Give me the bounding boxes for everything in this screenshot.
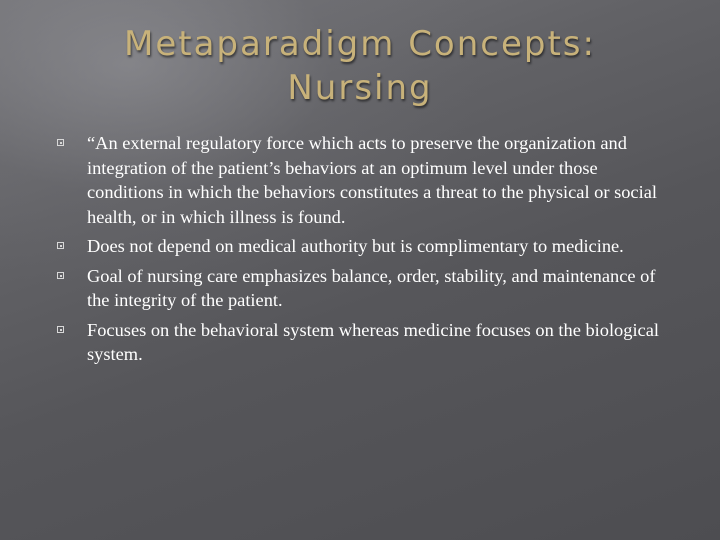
bullet-text: Goal of nursing care emphasizes balance, order, stability, and maintenance of the integrity of the patient.	[87, 265, 656, 310]
bullet-item	[56, 234, 666, 259]
bullet-item	[56, 264, 666, 313]
slide-title-line-2: Nursing	[287, 68, 433, 108]
bullet-list	[56, 131, 666, 372]
bullet-text: Does not depend on medical authority but is complimentary to medicine.	[87, 236, 624, 256]
bullet-text: “An external regulatory force which acts to preserve the organization and integration of the patient’s behaviors at an optimum level under those conditions in which the behaviors constitutes a threat to the physical or social health, or in which illness is found.	[87, 133, 657, 227]
square-bullet-icon	[57, 272, 64, 279]
bullet-item	[56, 318, 666, 367]
square-bullet-icon	[57, 326, 64, 333]
bullet-item	[56, 131, 666, 229]
bullet-text: Focuses on the behavioral system whereas medicine focuses on the biological system.	[87, 319, 659, 364]
slide-title	[60, 22, 660, 110]
square-bullet-icon	[57, 139, 64, 146]
square-bullet-icon	[57, 242, 64, 249]
slide-title-line-1: Metaparadigm Concepts:	[124, 24, 596, 64]
